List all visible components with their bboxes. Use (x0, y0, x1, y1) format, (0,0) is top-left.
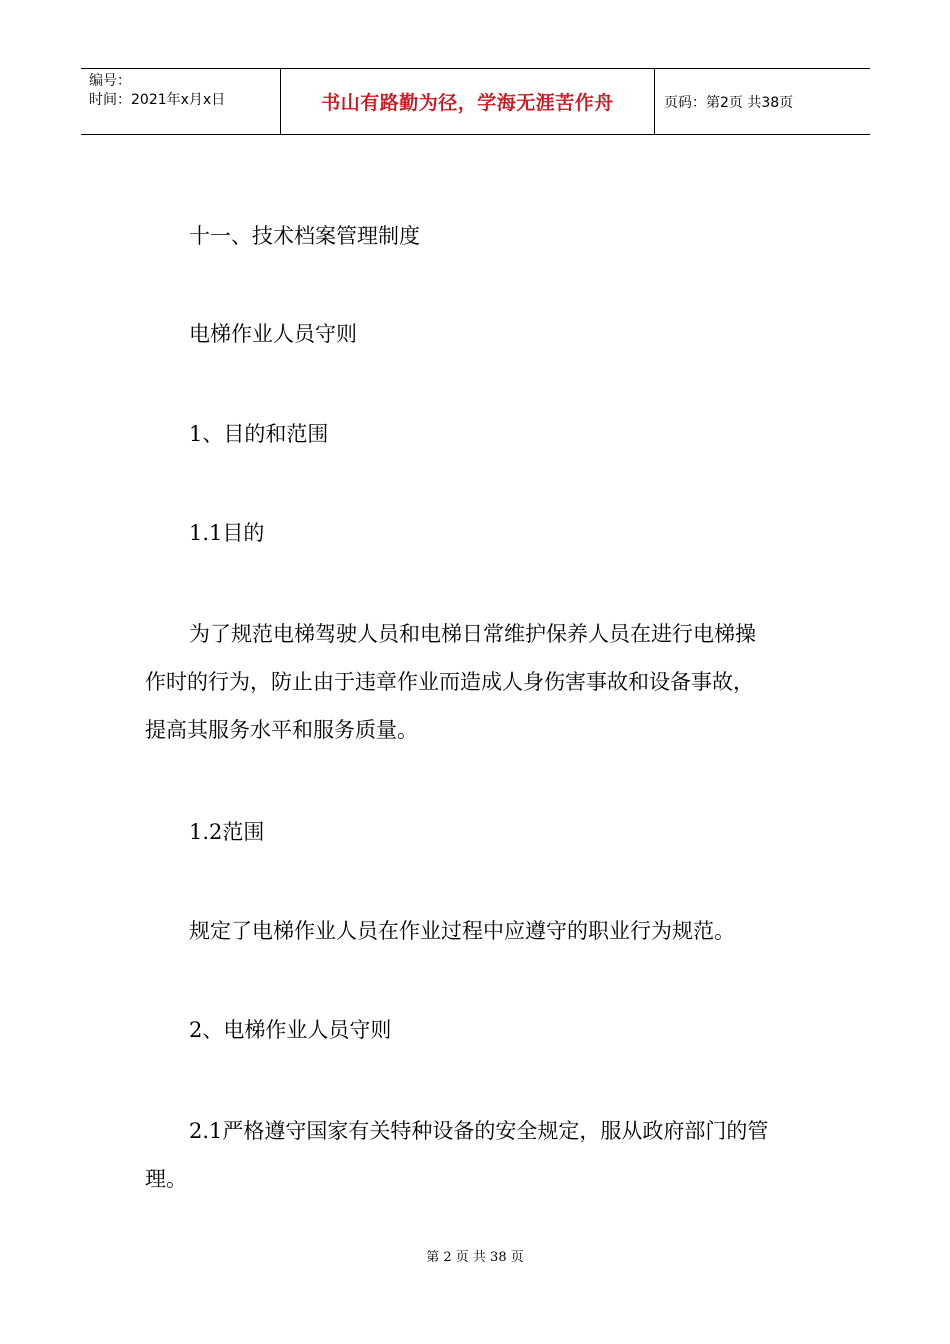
footer-page-number: 第 2 页 共 38 页 (426, 1250, 524, 1265)
subsection-heading-1-2: 1.2范围 (189, 820, 265, 844)
scope-paragraph: 规定了电梯作业人员在作业过程中应遵守的职业行为规范。 (189, 919, 735, 943)
section-heading: 十一、技术档案管理制度 (189, 224, 420, 248)
header-page-cell (655, 69, 870, 134)
subsection-heading-2: 2、电梯作业人员守则 (189, 1018, 392, 1042)
header-page-label: 页码：第2页 共38页 (664, 94, 794, 111)
header-motto: 书山有路勤为径，学海无涯苦作舟 (321, 92, 614, 114)
purpose-paragraph: 为了规范电梯驾驶人员和电梯日常维护保养人员在进行电梯操 作时的行为，防止由于违章作业而造成人身伤害事故和设备事故， 提高其服务水平和服务质量。 (145, 622, 756, 742)
header-meta-cell (81, 69, 281, 134)
page-footer (0, 1246, 950, 1265)
rule-2-1-paragraph: 2.1严格遵守国家有关特种设备的安全规定，服从政府部门的管 理。 (145, 1119, 769, 1191)
header-number-label: 编号： (89, 73, 131, 89)
subsection-heading-1-1: 1.1目的 (189, 521, 265, 545)
subsection-heading-1: 1、目的和范围 (189, 422, 329, 446)
header-motto-cell (281, 69, 655, 134)
rules-title: 电梯作业人员守则 (189, 322, 357, 346)
header-time-label: 时间：2021年x月x日 (89, 92, 226, 108)
document-header (81, 68, 870, 135)
